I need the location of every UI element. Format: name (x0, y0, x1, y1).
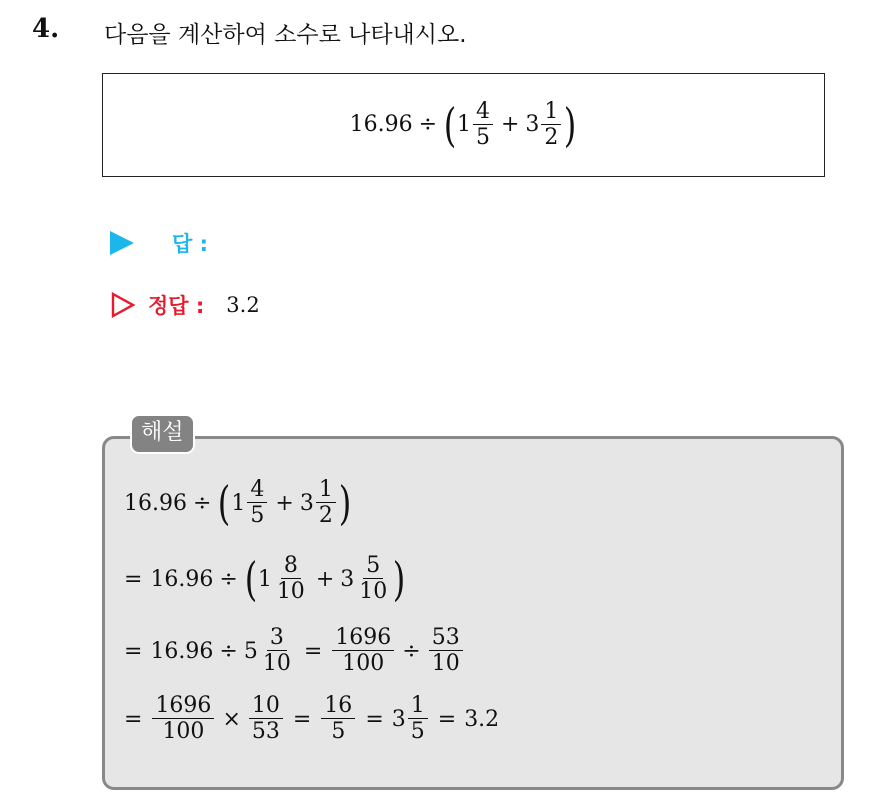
fraction (274, 554, 308, 604)
whole-part: 3 (391, 706, 406, 732)
correct-answer-row (110, 290, 260, 320)
question-text: 다음을 계산하여 소수로 나타내시오. (104, 22, 467, 48)
fraction (152, 694, 214, 744)
denominator: 2 (544, 124, 559, 150)
solution-line-4 (124, 694, 499, 744)
dividend: 16.96 (124, 490, 187, 516)
denominator: 10 (359, 579, 388, 605)
whole-part: 3 (340, 566, 355, 592)
answer-row (110, 228, 208, 258)
dividend: 16.96 (150, 638, 214, 664)
equals-sign: = (303, 638, 323, 664)
whole-part: 5 (243, 638, 258, 664)
denominator: 5 (250, 503, 265, 529)
denominator: 10 (276, 579, 305, 605)
numerator: 16 (321, 694, 355, 719)
right-paren: ) (338, 476, 352, 531)
left-paren: ( (244, 552, 258, 607)
numerator: 1 (408, 694, 428, 719)
equals-sign: = (365, 706, 384, 732)
equals-sign: = (124, 566, 143, 592)
numerator: 1 (316, 478, 336, 503)
numerator: 1696 (332, 626, 394, 651)
denominator: 5 (410, 719, 425, 745)
numerator: 1 (541, 100, 561, 125)
problem-expression (349, 97, 578, 152)
whole-part: 1 (456, 112, 471, 138)
fraction (429, 626, 463, 676)
equals-sign: = (124, 638, 143, 664)
solution-tab: 해설 (130, 414, 195, 454)
denominator: 100 (342, 651, 385, 677)
numerator: 4 (473, 100, 493, 125)
fraction (332, 626, 394, 676)
answer-label: 답 : (172, 232, 208, 256)
numerator: 4 (247, 478, 267, 503)
outline-triangle-icon (110, 292, 136, 318)
plus-sign: + (500, 112, 520, 138)
denominator: 2 (318, 503, 333, 529)
fraction (247, 478, 267, 528)
denominator: 100 (162, 719, 205, 745)
fraction (249, 694, 283, 744)
dividend: 16.96 (150, 566, 214, 592)
solution-line-1 (124, 476, 352, 531)
equals-sign: = (124, 706, 143, 732)
denominator: 53 (251, 719, 280, 745)
correct-answer-value: 3.2 (226, 293, 260, 317)
left-paren: ( (443, 97, 457, 152)
divide-sign: ÷ (402, 638, 421, 664)
right-paren: ) (564, 97, 577, 152)
divide-sign: ÷ (219, 566, 238, 592)
numerator: 10 (249, 694, 283, 719)
fraction (260, 626, 294, 676)
numerator: 1696 (152, 694, 214, 719)
denominator: 5 (475, 124, 490, 150)
whole-part: 3 (525, 112, 540, 138)
numerator: 3 (267, 626, 287, 651)
numerator: 5 (363, 554, 383, 579)
fraction (473, 100, 493, 150)
correct-answer-label: 정답 : (148, 294, 205, 318)
equals-sign: = (437, 706, 457, 732)
fraction (356, 554, 390, 604)
whole-part: 1 (257, 566, 272, 592)
solution-line-3 (124, 626, 465, 676)
times-sign: × (222, 706, 241, 732)
plus-sign: + (315, 566, 335, 592)
dividend: 16.96 (349, 112, 413, 138)
final-result: 3.2 (464, 706, 500, 732)
equals-sign: = (292, 706, 312, 732)
question-number: 4. (32, 14, 60, 44)
denominator: 5 (331, 719, 346, 745)
plus-sign: + (275, 490, 294, 516)
denominator: 10 (262, 651, 291, 677)
numerator: 53 (429, 626, 463, 651)
whole-part: 3 (299, 490, 314, 516)
fraction (541, 100, 561, 150)
right-paren: ) (392, 552, 406, 607)
fraction (316, 478, 336, 528)
fraction (408, 694, 428, 744)
play-triangle-icon (110, 231, 134, 255)
problem-box (102, 73, 825, 177)
solution-line-2 (124, 552, 406, 607)
denominator: 10 (431, 651, 460, 677)
left-paren: ( (218, 476, 231, 531)
whole-part: 1 (231, 490, 246, 516)
numerator: 8 (281, 554, 301, 579)
divide-sign: ÷ (418, 112, 438, 138)
divide-sign: ÷ (219, 638, 238, 664)
fraction (321, 694, 355, 744)
divide-sign: ÷ (192, 490, 212, 516)
